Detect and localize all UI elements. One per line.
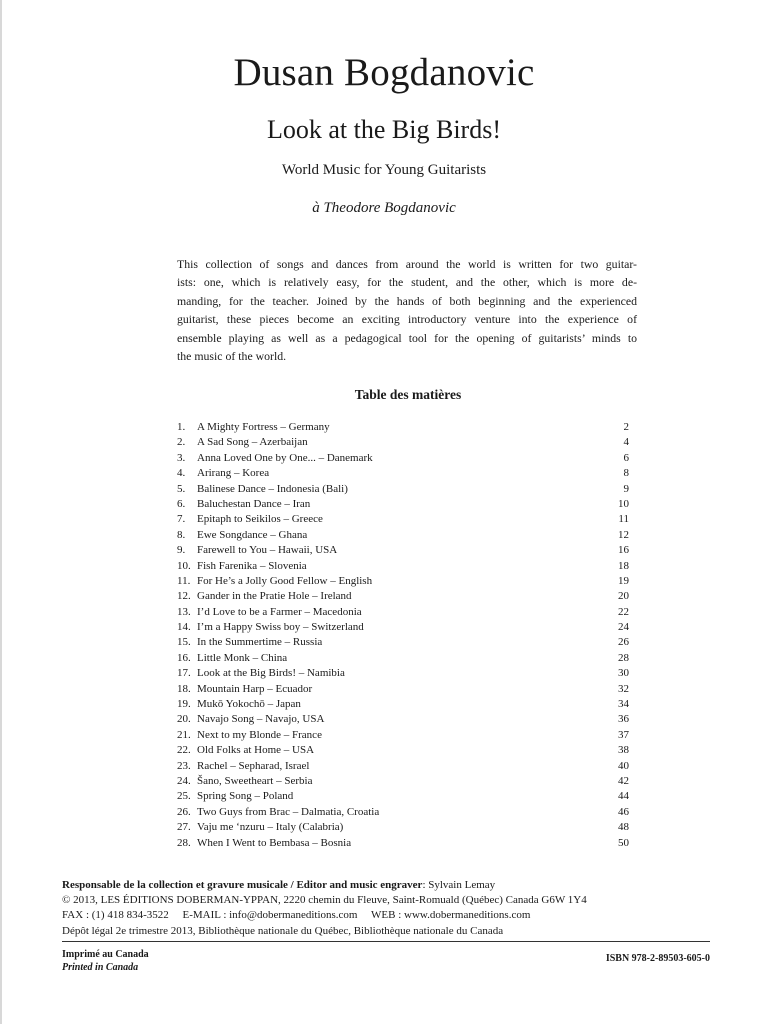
toc-entry-number: 20. [177, 713, 191, 726]
toc-entry-page: 16 [618, 544, 629, 557]
toc-entry-title: Vaju me ‘nzuru – Italy (Calabria) [197, 821, 344, 834]
toc-entry-number: 6. [177, 497, 186, 510]
printed-en: Printed in Canada [62, 962, 139, 973]
toc-entry [177, 466, 629, 481]
toc-entry-page: 36 [618, 713, 629, 726]
toc-entry-number: 22. [177, 744, 191, 757]
footer-divider [62, 941, 710, 942]
toc-entry-title: Arirang – Korea [197, 467, 270, 480]
toc-entry-title: A Sad Song – Azerbaijan [197, 436, 308, 449]
author-name: Dusan Bogdanovic [233, 51, 535, 94]
printed-in [62, 948, 149, 974]
toc-entry [177, 728, 629, 743]
toc-entry-page: 18 [618, 559, 629, 572]
toc-entry-page: 34 [618, 698, 629, 711]
toc-entry-number: 14. [177, 621, 191, 634]
toc-entry-title: Epitaph to Seikilos – Greece [197, 513, 323, 526]
toc-entry [177, 820, 629, 835]
toc-entry-title: A Mighty Fortress – Germany [197, 421, 330, 433]
toc-entry-page: 19 [618, 574, 629, 587]
toc-entry [177, 620, 629, 635]
toc-entry-number: 15. [177, 636, 191, 649]
toc-entry-title: Anna Loved One by One... – Danemark [197, 451, 373, 464]
intro-line: This collection of songs and dances from around the world is written for two guitar- [177, 257, 637, 271]
toc-entry-number: 1. [177, 421, 186, 433]
toc-entry-page: 40 [618, 759, 629, 772]
credits-block [62, 878, 722, 939]
toc-entry-page: 4 [623, 436, 629, 449]
toc-entry-number: 2. [177, 436, 186, 449]
toc-entry-title: When I Went to Bembasa – Bosnia [197, 836, 352, 849]
toc-entry-page: 44 [618, 790, 629, 803]
toc-entry-title: Fish Farenika – Slovenia [197, 559, 307, 572]
toc-entry [177, 589, 629, 604]
toc-entry-page: 12 [618, 528, 629, 541]
toc-entry-page: 28 [618, 651, 629, 664]
toc-entry-title: Balinese Dance – Indonesia (Bali) [197, 482, 348, 495]
intro-line: ists: one, which is relatively easy, for the student, and the other, which is more de- [177, 275, 637, 290]
toc-entry [177, 528, 629, 543]
toc-entry [177, 697, 629, 712]
toc-entry-page: 48 [618, 821, 629, 834]
toc-entry-page: 37 [618, 728, 629, 741]
toc-entry-number: 27. [177, 821, 191, 834]
toc-entry-title: Old Folks at Home – USA [197, 744, 315, 757]
toc-entry-page: 20 [618, 590, 629, 603]
toc-entry-page: 8 [623, 467, 629, 480]
toc-entry-title: I’d Love to be a Farmer – Macedonia [197, 605, 362, 618]
toc-entry [177, 512, 629, 527]
toc-entry-title: Rachel – Sepharad, Israel [197, 759, 310, 772]
toc-entry [177, 651, 629, 666]
toc-entry-page: 42 [618, 774, 629, 787]
book-title: Look at the Big Birds! [267, 115, 501, 144]
toc-heading: Table des matières [354, 387, 462, 402]
toc-entry [177, 743, 629, 758]
contact-line: FAX : (1) 418 834-3522 E-MAIL : info@dobermaneditions.com WEB : www.dobermaneditions.com [62, 909, 531, 922]
toc-entry-title: Next to my Blonde – France [197, 728, 322, 741]
toc-entry-title: Baluchestan Dance – Iran [197, 497, 311, 510]
toc-entry [177, 805, 629, 820]
toc-entry-number: 12. [177, 590, 191, 603]
toc-entry-title: Šano, Sweetheart – Serbia [197, 774, 313, 787]
toc-entry-page: 22 [618, 605, 629, 618]
intro-line: ensemble playing as well as a pedagogical tool for the opening of guitarists’ minds to [177, 330, 637, 345]
intro-line: manding, for the teacher. Joined by the hands of both beginning and the experienced [177, 293, 637, 308]
toc-entry-number: 28. [177, 836, 191, 849]
toc-entry-title: Mountain Harp – Ecuador [197, 682, 313, 695]
toc-entry [177, 543, 629, 558]
toc-entry-title: In the Summertime – Russia [197, 636, 323, 649]
toc-entry-number: 7. [177, 513, 186, 526]
dedication: à Theodore Bogdanovic [312, 200, 456, 216]
toc-entry-number: 9. [177, 544, 186, 557]
toc-entry-title: Little Monk – China [197, 651, 288, 664]
toc-entry [177, 836, 629, 851]
toc-entry-title: Mukō Yokochō – Japan [197, 698, 301, 711]
toc-entry-number: 16. [177, 651, 191, 664]
toc-entry-page: 38 [618, 744, 629, 757]
toc-entry-title: For He’s a Jolly Good Fellow – English [197, 574, 373, 587]
toc-entry [177, 682, 629, 697]
toc-entry-title: Look at the Big Birds! – Namibia [197, 667, 345, 680]
editor-line [62, 878, 722, 893]
editor-label: Responsable de la collection et gravure musicale / Editor and music engraver [62, 879, 423, 891]
intro-line: the music of the world. [177, 349, 287, 364]
toc-entry [177, 789, 629, 804]
toc-entry [177, 482, 629, 497]
toc-entry-page: 9 [623, 482, 629, 495]
intro-paragraph [177, 255, 637, 365]
toc-entry-number: 19. [177, 698, 191, 711]
toc-entry-page: 50 [618, 836, 629, 849]
toc-entry-page: 32 [618, 682, 629, 695]
toc-entry-number: 26. [177, 805, 191, 818]
table-of-contents [177, 420, 629, 851]
toc-entry-title: Navajo Song – Navajo, USA [197, 713, 325, 726]
toc-entry-number: 11. [177, 574, 191, 587]
toc-entry-number: 17. [177, 667, 191, 680]
toc-entry-number: 13. [177, 605, 191, 618]
toc-entry [177, 451, 629, 466]
toc-entry-title: Farewell to You – Hawaii, USA [197, 544, 338, 557]
toc-entry-page: 6 [623, 451, 629, 464]
editor-name: : Sylvain Lemay [422, 879, 496, 891]
copyright-line: © 2013, LES ÉDITIONS DOBERMAN-YPPAN, 2220 chemin du Fleuve, Saint-Romuald (Québec) Canada G6W 1Y4 [62, 894, 587, 907]
toc-entry [177, 759, 629, 774]
toc-entry-page: 2 [623, 421, 629, 433]
toc-entry-number: 18. [177, 682, 191, 695]
toc-entry-page: 46 [618, 805, 629, 818]
toc-entry-title: Two Guys from Brac – Dalmatia, Croatia [197, 805, 380, 818]
toc-entry-number: 3. [177, 451, 186, 464]
toc-entry [177, 774, 629, 789]
toc-entry-title: I’m a Happy Swiss boy – Switzerland [197, 621, 364, 634]
toc-entry-page: 30 [618, 667, 629, 680]
toc-entry-page: 10 [618, 497, 629, 510]
toc-entry-page: 24 [618, 621, 629, 634]
toc-entry-number: 21. [177, 728, 191, 741]
toc-entry [177, 635, 629, 650]
toc-entry [177, 435, 629, 450]
page-edge [0, 0, 2, 1024]
toc-entry-number: 8. [177, 528, 186, 541]
toc-entry [177, 559, 629, 574]
toc-entry-number: 10. [177, 559, 191, 572]
toc-entry-page: 26 [618, 636, 629, 649]
toc-entry [177, 574, 629, 589]
toc-entry-page: 11 [618, 513, 629, 526]
toc-entry [177, 497, 629, 512]
toc-entry-title: Ewe Songdance – Ghana [197, 528, 308, 541]
toc-entry-number: 4. [177, 467, 186, 480]
toc-entry-number: 24. [177, 774, 191, 787]
toc-entry-title: Gander in the Pratie Hole – Ireland [197, 590, 352, 603]
printed-fr: Imprimé au Canada [62, 949, 149, 960]
toc-entry-number: 5. [177, 482, 186, 495]
toc-entry [177, 420, 629, 435]
toc-entry-title: Spring Song – Poland [197, 790, 294, 803]
toc-entry [177, 605, 629, 620]
isbn: ISBN 978-2-89503-605-0 [605, 953, 710, 964]
book-subtitle: World Music for Young Guitarists [281, 162, 487, 178]
toc-entry-number: 23. [177, 759, 191, 772]
toc-entry [177, 712, 629, 727]
legal-deposit-line: Dépôt légal 2e trimestre 2013, Bibliothèque nationale du Québec, Bibliothèque nationale du Canada [62, 924, 504, 937]
intro-line: guitarist, these pieces become an exciting introductory venture into the experience of [177, 312, 637, 327]
toc-entry-number: 25. [177, 790, 191, 803]
toc-entry [177, 666, 629, 681]
